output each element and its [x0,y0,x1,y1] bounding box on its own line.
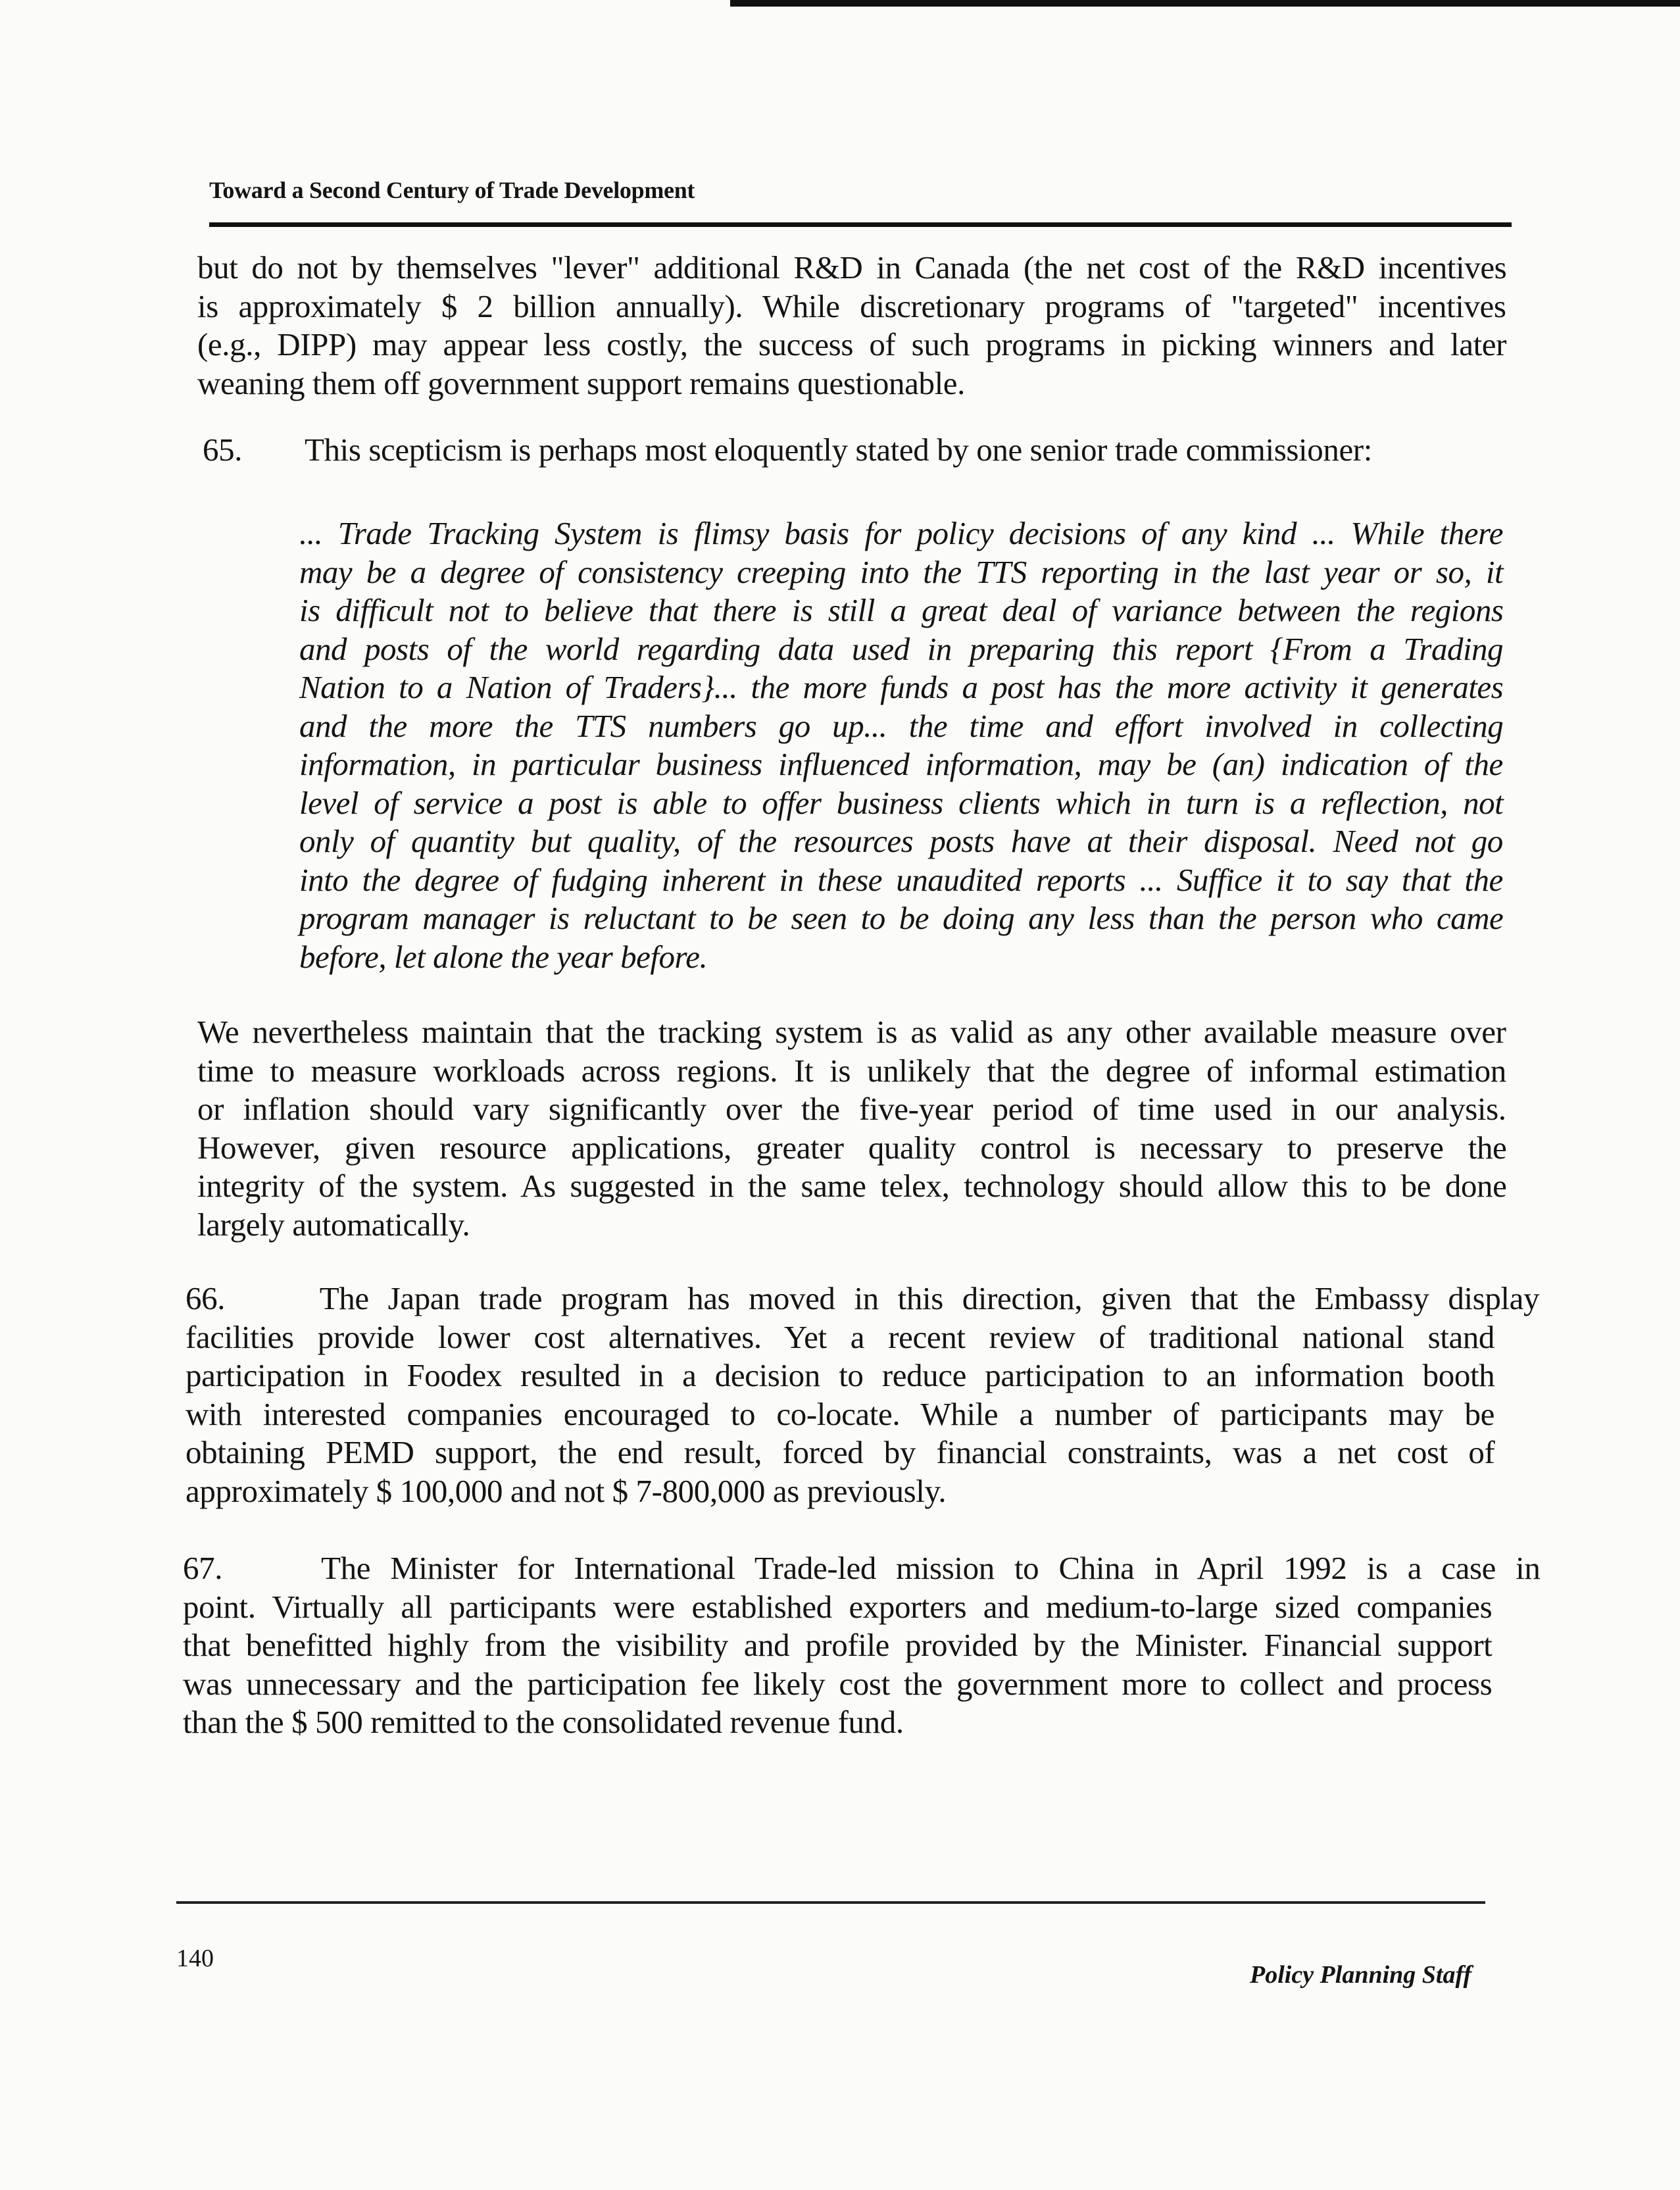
footer-rule [176,1901,1485,1904]
block-quote [299,514,1503,976]
text-line: is approximately $ 2 billion annually). While discretionary programs of "targeted" incentives [197,287,1506,324]
running-head: Toward a Second Century of Trade Development [209,177,695,203]
text-line: or inflation should vary significantly over the five-year period of time used in our analysis. [197,1091,1506,1127]
paragraph-number: 65. [203,432,243,468]
paragraph-after-quote [197,1013,1506,1244]
text-line: integrity of the system. As suggested in the same telex, technology should allow this to be done [197,1168,1507,1204]
text-line: 67. The Minister for International Trade-led mission to China in April 1992 is a case in [183,1550,1541,1586]
text-line: that benefitted highly from the visibility and profile provided by the Minister. Financial support [183,1627,1493,1663]
text-line: point. Virtually all participants were established exporters and medium-to-large sized companies [183,1588,1493,1625]
text-line: was unnecessary and the participation fee likely cost the government more to collect and process [183,1665,1493,1702]
quote-line: level of service a post is able to offer business clients which in turn is a reflection, not [299,784,1504,821]
quote-line: ... Trade Tracking System is flimsy basis for policy decisions of any kind ... While there [299,515,1504,551]
page-number: 140 [176,1945,214,1972]
paragraph-text: This scepticism is perhaps most eloquently stated by one senior trade commissioner: [305,432,1372,468]
quote-line: Nation to a Nation of Traders}... the more funds a post has the more activity it generates [299,669,1504,705]
text-line: 66. The Japan trade program has moved in this direction, given that the Embassy display [185,1280,1540,1316]
text-line: approximately $ 100,000 and not $ 7-800,000 as previously. [185,1472,947,1509]
quote-line: into the degree of fudging inherent in these unaudited reports ... Suffice it to say that the [299,861,1503,898]
text-line: (e.g., DIPP) may appear less costly, the success of such programs in picking winners and later [197,326,1507,362]
intro-paragraph [197,249,1506,403]
text-line: but do not by themselves "lever" additional R&D in Canada (the net cost of the R&D incentives [197,249,1507,286]
footer-publisher: Policy Planning Staff [1250,1961,1472,1989]
text-line: participation in Foodex resulted in a decision to reduce participation to an information booth [185,1357,1495,1393]
quote-line: before, let alone the year before. [299,938,708,975]
header-rule [209,222,1512,227]
text-line: weaning them off government support remains questionable. [197,364,965,401]
text-line: However, given resource applications, greater quality control is necessary to preserve the [197,1129,1507,1166]
scan-edge [730,0,1680,7]
text-line: facilities provide lower cost alternatives. Yet a recent review of traditional national stand [185,1318,1495,1355]
paragraph-66 [185,1280,1540,1510]
paragraph-65 [203,431,1512,470]
quote-line: only of quantity but quality, of the resources posts have at their disposal. Need not go [299,823,1503,859]
quote-line: program manager is reluctant to be seen to be doing any less than the person who came [299,900,1504,936]
quote-line: is difficult not to believe that there is still a great deal of variance between the regions [299,592,1504,628]
text-line: largely automatically. [197,1206,470,1243]
text-line: We nevertheless maintain that the tracking system is as valid as any other available measure over [197,1014,1506,1050]
text-line: time to measure workloads across regions. It is unlikely that the degree of informal estimation [197,1052,1506,1089]
paragraph-67 [183,1549,1541,1742]
quote-line: and posts of the world regarding data used in preparing this report {From a Trading [299,630,1504,667]
quote-line: information, in particular business influenced information, may be (an) indication of the [299,746,1503,782]
quote-line: and the more the TTS numbers go up... the time and effort involved in collecting [299,707,1504,744]
text-line: than the $ 500 remitted to the consolidated revenue fund. [183,1704,904,1740]
text-line: with interested companies encouraged to co-locate. While a number of participants may be [185,1395,1495,1432]
quote-line: may be a degree of consistency creeping into the TTS reporting in the last year or so, it [299,553,1504,590]
text-line: obtaining PEMD support, the end result, forced by financial constraints, was a net cost of [185,1434,1495,1470]
